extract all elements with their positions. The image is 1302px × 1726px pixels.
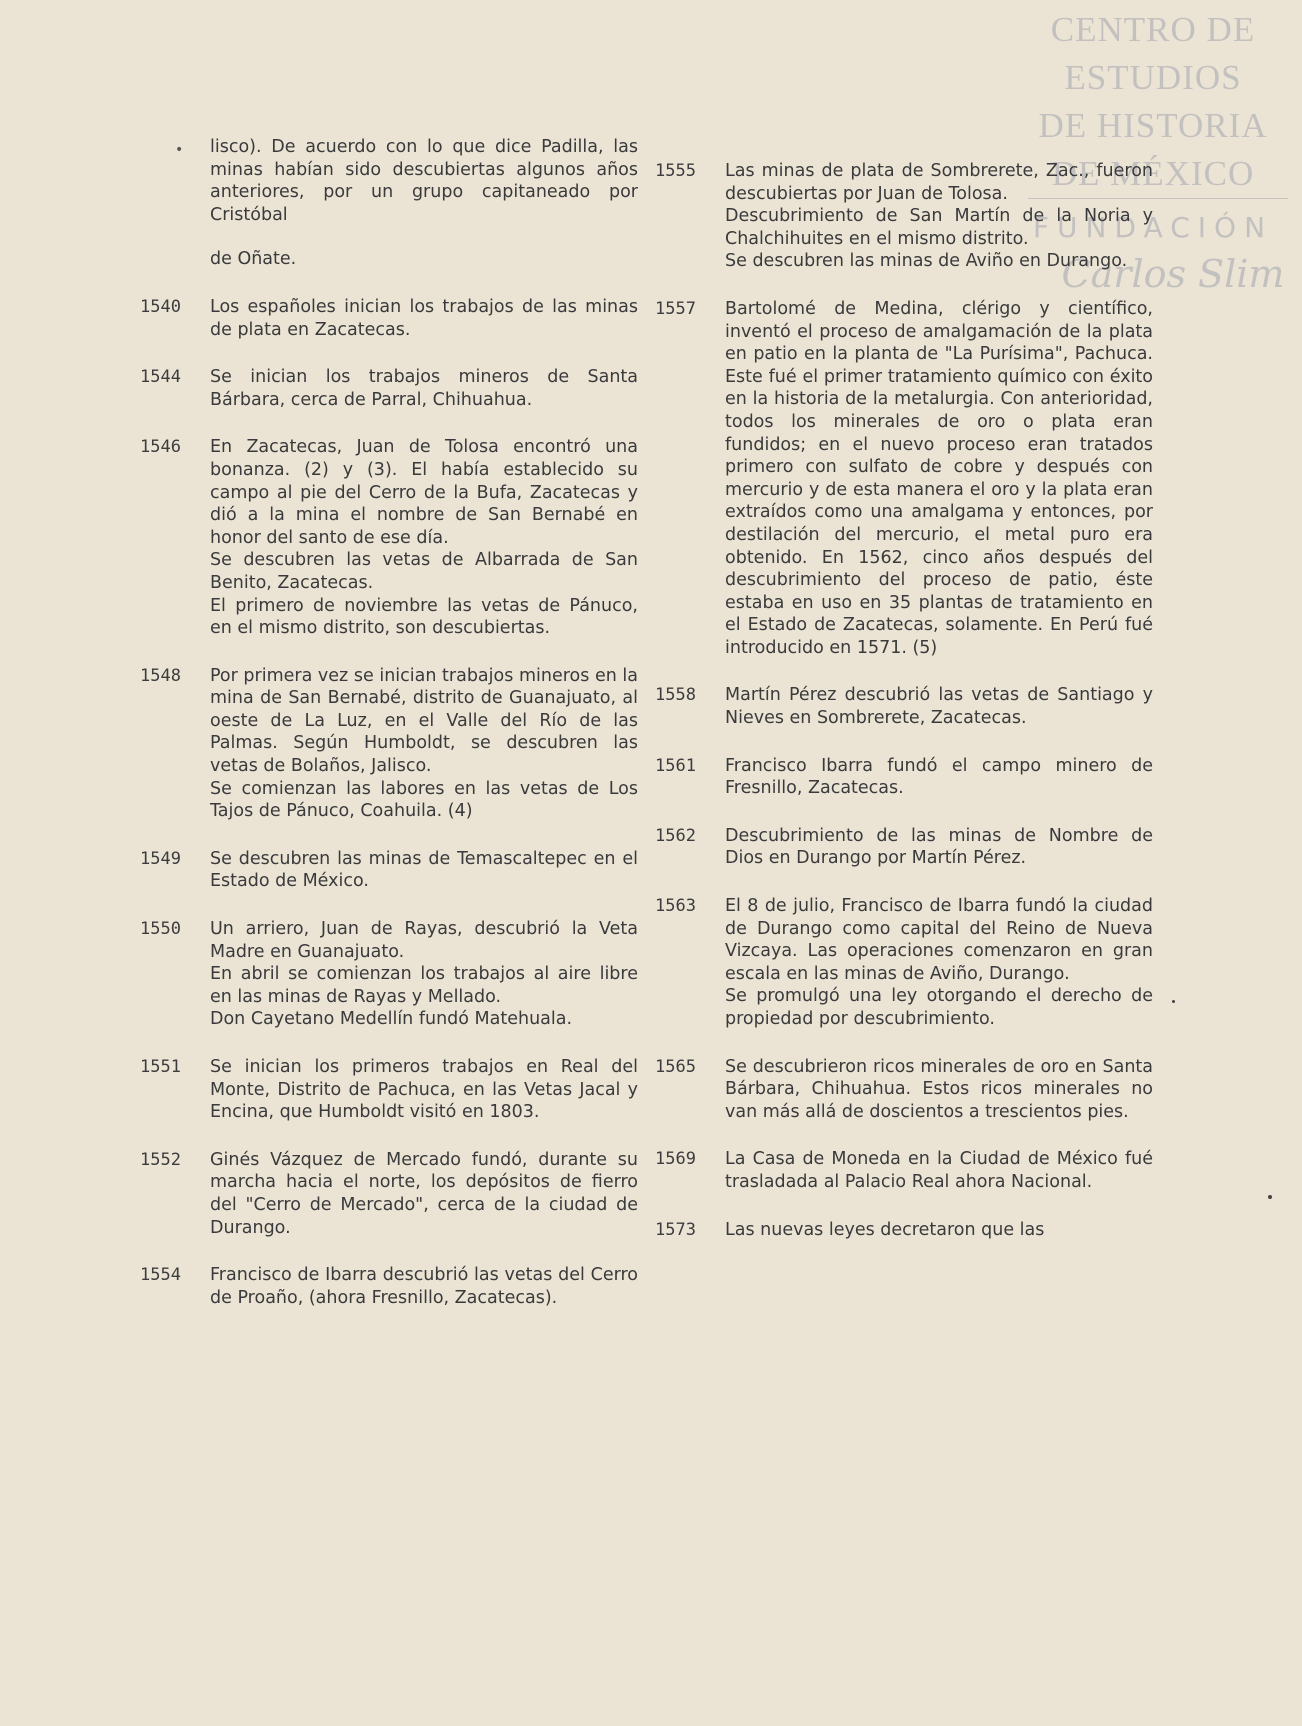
entry-year: 1565	[655, 1056, 696, 1077]
entry-year: 1569	[655, 1149, 696, 1170]
watermark-foundation: FUNDACIÓN	[1032, 211, 1274, 244]
paper-speck	[1172, 1000, 1175, 1003]
entry-paragraph: Por primera vez se inician trabajos mineros en la mina de San Bernabé, distrito de Guanajuato, al oeste de La Luz, en el Valle del Río de las Palmas. Según Humboldt, se descubren las vetas de Bolaños, Jalisco.	[210, 665, 638, 777]
entry-year: 1563	[655, 896, 696, 917]
entry-paragraph: La Casa de Moneda en la Ciudad de México fué trasladada al Palacio Real ahora Nacional.	[725, 1149, 1153, 1192]
intro-entry	[140, 136, 640, 271]
paper-speck	[1268, 1195, 1272, 1199]
entry-paragraph: Francisco de Ibarra descubrió las vetas del Cerro de Proaño, (ahora Fresnillo, Zacatecas).	[210, 1265, 638, 1308]
entry-year: 1549	[140, 848, 181, 869]
timeline-entry	[655, 298, 1155, 660]
timeline-entry	[140, 1149, 640, 1239]
entry-paragraph: Don Cayetano Medellín fundó Matehuala.	[210, 1009, 573, 1030]
timeline-entry	[655, 1219, 1155, 1242]
entry-year	[140, 136, 210, 271]
timeline-entry	[140, 918, 640, 1031]
entry-paragraph: de Oñate.	[210, 249, 297, 270]
entry-text	[725, 684, 1153, 729]
timeline-entry	[140, 848, 640, 893]
timeline-entry	[140, 665, 640, 823]
timeline-entry	[655, 1148, 1155, 1193]
entry-text	[725, 1219, 1153, 1242]
entry-paragraph: Se inician los trabajos mineros de Santa Bárbara, cerca de Parral, Chihuahua.	[210, 367, 638, 410]
entry-paragraph: El primero de noviembre las vetas de Pánuco, en el mismo distrito, son descubiertas.	[210, 595, 638, 639]
entry-text	[210, 1149, 638, 1239]
entry-year: 1557	[655, 298, 696, 319]
entry-year: 1540	[140, 296, 181, 317]
watermark-line: DE HISTORIA	[1038, 106, 1268, 145]
entry-text	[210, 665, 638, 823]
timeline-entry	[655, 1056, 1155, 1124]
entry-year: 1546	[140, 437, 181, 458]
entry-paragraph: Francisco Ibarra fundó el campo minero de Fresnillo, Zacatecas.	[725, 755, 1153, 799]
entry-year: 1561	[655, 755, 696, 776]
entry-year: 1554	[140, 1265, 181, 1286]
entry-text	[210, 296, 638, 341]
bullet-mark: •	[175, 142, 184, 158]
entry-year: 1573	[655, 1219, 696, 1240]
timeline-entry	[655, 895, 1155, 1031]
entry-paragraph: Se descubrieron ricos minerales de oro en Santa Bárbara, Chihuahua. Estos ricos minerales no van más allá de doscientos a trescientos pies.	[725, 1056, 1153, 1122]
entry-text	[725, 825, 1153, 870]
entry-paragraph: Se inician los primeros trabajos en Real del Monte, Distrito de Pachuca, en las Vetas Jacal y Encina, que Humboldt visitó en 1803.	[210, 1057, 638, 1123]
timeline-entry	[655, 755, 1155, 800]
entry-paragraph: Descubrimiento de las minas de Nombre de Dios en Durango por Martín Pérez.	[725, 825, 1153, 869]
timeline-entry	[655, 684, 1155, 729]
entry-paragraph: Se promulgó una ley otorgando el derecho de propiedad por descubrimiento.	[725, 986, 1153, 1029]
left-column	[140, 136, 640, 1334]
entry-year: 1544	[140, 367, 181, 388]
entry-paragraph: lisco). De acuerdo con lo que dice Padilla, las minas habían sido descubiertas algunos años anteriores, por un grupo capitaneado por Cristóbal	[210, 137, 638, 225]
entry-paragraph: Se descubren las minas de Aviño en Durango.	[725, 251, 1128, 272]
entry-text	[210, 366, 638, 411]
entry-text	[725, 298, 1153, 660]
entry-paragraph: Las minas de plata de Sombrerete, Zac., fueron descubiertas por Juan de Tolosa.	[725, 161, 1153, 204]
entry-text	[725, 1148, 1153, 1193]
entry-paragraph: El 8 de julio, Francisco de Ibarra fundó la ciudad de Durango como capital del Reino de Nueva Vizcaya. Las operaciones comenzaron en gran escala en las minas de Aviño, Durango.	[725, 896, 1153, 984]
timeline-entry	[655, 825, 1155, 870]
entry-text	[725, 755, 1153, 800]
entry-text	[210, 918, 638, 1031]
timeline-entry	[140, 366, 640, 411]
entry-year: 1550	[140, 919, 181, 940]
entry-paragraph: Las nuevas leyes decretaron que las	[725, 1219, 1045, 1240]
entry-paragraph: Los españoles inician los trabajos de las minas de plata en Zacatecas.	[210, 296, 638, 340]
entry-paragraph: Un arriero, Juan de Rayas, descubrió la Veta Madre en Guanajuato.	[210, 919, 638, 962]
entry-text	[210, 1264, 638, 1309]
entry-year: 1558	[655, 685, 696, 706]
entry-year: 1562	[655, 825, 696, 846]
entry-paragraph: Descubrimiento de San Martín de la Noria y Chalchihuites en el mismo distrito.	[725, 206, 1153, 249]
entry-paragraph: Se comienzan las labores en las vetas de Los Tajos de Pánuco, Coahuila. (4)	[210, 778, 638, 822]
entry-year: 1551	[140, 1057, 181, 1077]
entry-text	[210, 136, 638, 271]
timeline-entry	[140, 1264, 640, 1309]
timeline-entry	[140, 436, 640, 639]
timeline-entry	[655, 160, 1155, 273]
timeline-entry	[140, 1056, 640, 1124]
entry-paragraph: En abril se comienzan los trabajos al aire libre en las minas de Rayas y Mellado.	[210, 964, 638, 1007]
entry-paragraph: Martín Pérez descubrió las vetas de Santiago y Nieves en Sombrerete, Zacatecas.	[725, 685, 1153, 729]
entry-paragraph: En Zacatecas, Juan de Tolosa encontró una bonanza. (2) y (3). El había establecido su campo al pie del Cerro de la Bufa, Zacatecas y dió a la mina el nombre de San Bernabé en honor del santo de ese día.	[210, 437, 638, 548]
entry-text	[725, 895, 1153, 1031]
watermark-line: CENTRO DE	[1050, 10, 1256, 49]
entry-year: 1555	[655, 161, 696, 181]
right-column	[655, 160, 1155, 1266]
entry-paragraph: Se descubren las minas de Temascaltepec en el Estado de México.	[210, 848, 638, 892]
entry-year: 1548	[140, 665, 181, 686]
entry-text	[210, 848, 638, 893]
entry-paragraph: Se descubren las vetas de Albarrada de San Benito, Zacatecas.	[210, 550, 638, 593]
entry-paragraph: Bartolomé de Medina, clérigo y científico, inventó el proceso de amalgamación de la plata en patio en la planta de "La Purísima", Pachuca. Este fué el primer tratamiento químico con éxito en la historia de la metalurgia. Con anterioridad, todos los minerales de oro o plata eran fundidos; en el nuevo proceso eran tratados primero con sulfato de cobre y después con mercurio y de esta manera el oro y la plata eran extraídos como una amalgama y entonces, por destilación del mercurio, el metal puro era obtenido. En 1562, cinco años después del descubrimiento del proceso de patio, éste estaba en uso en 35 plantas de tratamiento en el Estado de Zacatecas, solamente. En Perú fué introducido en 1571. (5)	[725, 298, 1153, 658]
entry-paragraph: Ginés Vázquez de Mercado fundó, durante su marcha hacia el norte, los depósitos de fierro del "Cerro de Mercado", cerca de la ciudad de Durango.	[210, 1149, 638, 1238]
watermark-line: DE MÉXICO	[1051, 154, 1255, 193]
entry-text	[210, 436, 638, 639]
watermark-line: ESTUDIOS	[1064, 58, 1242, 97]
entry-year: 1552	[140, 1149, 181, 1170]
entry-text	[725, 160, 1153, 273]
entry-text	[725, 1056, 1153, 1124]
watermark-signature: Carlos Slim	[1061, 252, 1285, 296]
timeline-entry	[140, 296, 640, 341]
entry-text	[210, 1056, 638, 1124]
